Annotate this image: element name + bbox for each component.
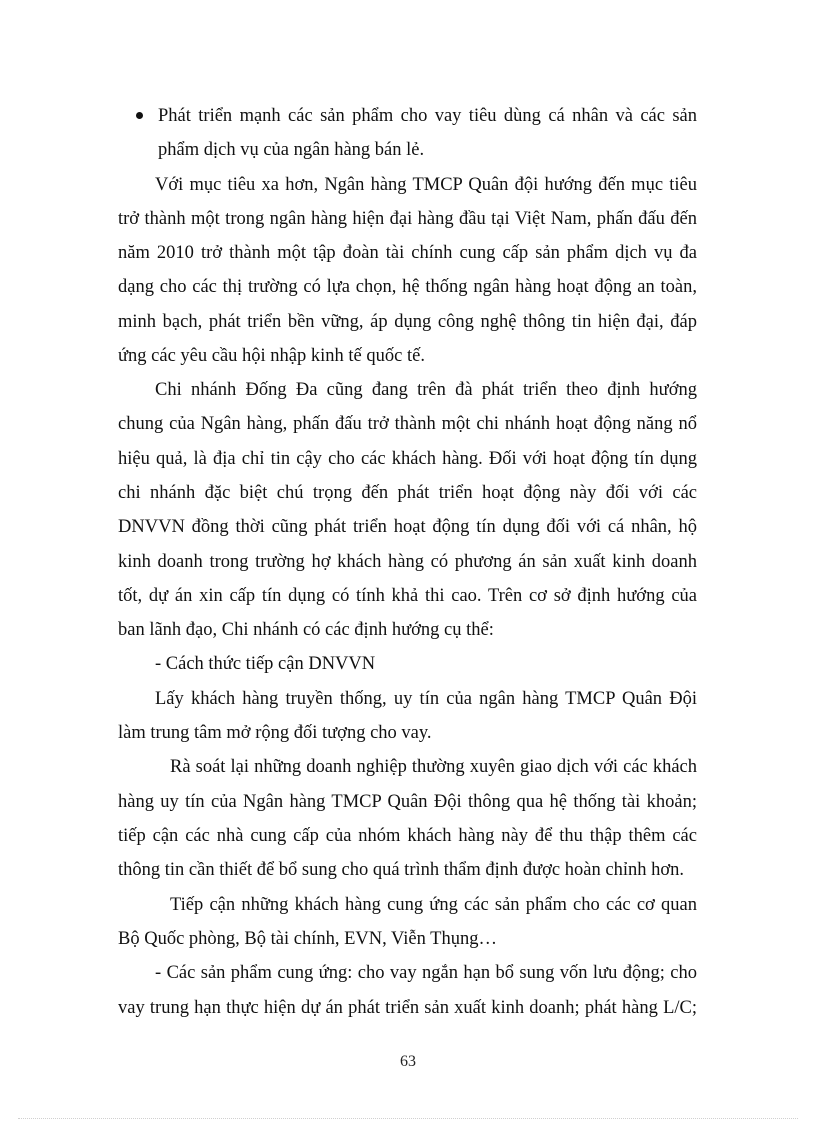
paragraph-2-line-1: Chi nhánh Đống Đa cũng đang trên đà phát triển theo định hướng xyxy=(155,380,697,400)
paragraph-4-line-4: thông tin cần thiết để bổ sung cho quá trình thẩm định được hoàn chỉnh hơn. xyxy=(118,860,684,880)
paragraph-6-line-1: - Các sản phẩm cung ứng: cho vay ngắn hạn bổ sung vốn lưu động; cho xyxy=(155,963,697,983)
paragraph-3-line-1: Lấy khách hàng truyền thống, uy tín của ngân hàng TMCP Quân Đội xyxy=(155,689,697,709)
paragraph-5-line-2: Bộ Quốc phòng, Bộ tài chính, EVN, Viễn Thụng… xyxy=(118,929,497,949)
paragraph-5-line-1: Tiếp cận những khách hàng cung ứng các sản phẩm cho các cơ quan xyxy=(170,895,697,915)
paragraph-2-line-2: chung của Ngân hàng, phấn đấu trở thành một chi nhánh hoạt động năng nổ xyxy=(118,414,697,434)
approach-heading: - Cách thức tiếp cận DNVVN xyxy=(155,654,376,674)
paragraph-2-line-5: DNVVN đồng thời cũng phát triển hoạt động tín dụng đối với cá nhân, hộ xyxy=(118,517,697,537)
paragraph-1-line-2: trở thành một trong ngân hàng hiện đại hàng đầu tại Việt Nam, phấn đấu đến xyxy=(118,209,697,229)
paragraph-2-line-3: hiệu quả, là địa chỉ tin cậy cho các khách hàng. Đối với hoạt động tín dụng xyxy=(118,449,697,469)
paragraph-4-line-3: tiếp cận các nhà cung cấp của nhóm khách hàng này để thu thập thêm các xyxy=(118,826,697,846)
footer-divider xyxy=(18,1118,798,1119)
paragraph-1-line-6: ứng các yêu cầu hội nhập kinh tế quốc tế. xyxy=(118,346,425,366)
paragraph-2-line-7: tốt, dự án xin cấp tín dụng có tính khả thi cao. Trên cơ sở định hướng của xyxy=(118,586,697,606)
paragraph-3-line-2: làm trung tâm mở rộng đối tượng cho vay. xyxy=(118,723,432,743)
paragraph-2-line-6: kinh doanh trong trường hợ khách hàng có phương án sản xuất kinh doanh xyxy=(118,552,697,572)
bullet-line-1: Phát triển mạnh các sản phẩm cho vay tiêu dùng cá nhân và các sản xyxy=(158,106,697,126)
paragraph-1-line-1: Với mục tiêu xa hơn, Ngân hàng TMCP Quân đội hướng đến mục tiêu xyxy=(155,175,697,195)
bullet-line-2: phẩm dịch vụ của ngân hàng bán lẻ. xyxy=(158,140,425,160)
paragraph-1-line-5: minh bạch, phát triển bền vững, áp dụng công nghệ thông tin hiện đại, đáp xyxy=(118,312,697,332)
page-number: 63 xyxy=(400,1053,416,1070)
paragraph-1-line-3: năm 2010 trở thành một tập đoàn tài chính cung cấp sản phẩm dịch vụ đa xyxy=(118,243,697,263)
paragraph-4-line-1: Rà soát lại những doanh nghiệp thường xuyên giao dịch với các khách xyxy=(170,757,697,777)
paragraph-6-line-2: vay trung hạn thực hiện dự án phát triển sản xuất kinh doanh; phát hàng L/C; xyxy=(118,998,697,1018)
paragraph-1-line-4: dạng cho các thị trường có lựa chọn, hệ thống ngân hàng hoạt động an toàn, xyxy=(118,277,697,297)
paragraph-2-line-4: chi nhánh đặc biệt chú trọng đến phát triển hoạt động này đối với các xyxy=(118,483,697,503)
paragraph-2-line-8: ban lãnh đạo, Chi nhánh có các định hướng cụ thể: xyxy=(118,620,494,640)
paragraph-4-line-2: hàng uy tín của Ngân hàng TMCP Quân Đội thông qua hệ thống tài khoản; xyxy=(118,792,697,812)
